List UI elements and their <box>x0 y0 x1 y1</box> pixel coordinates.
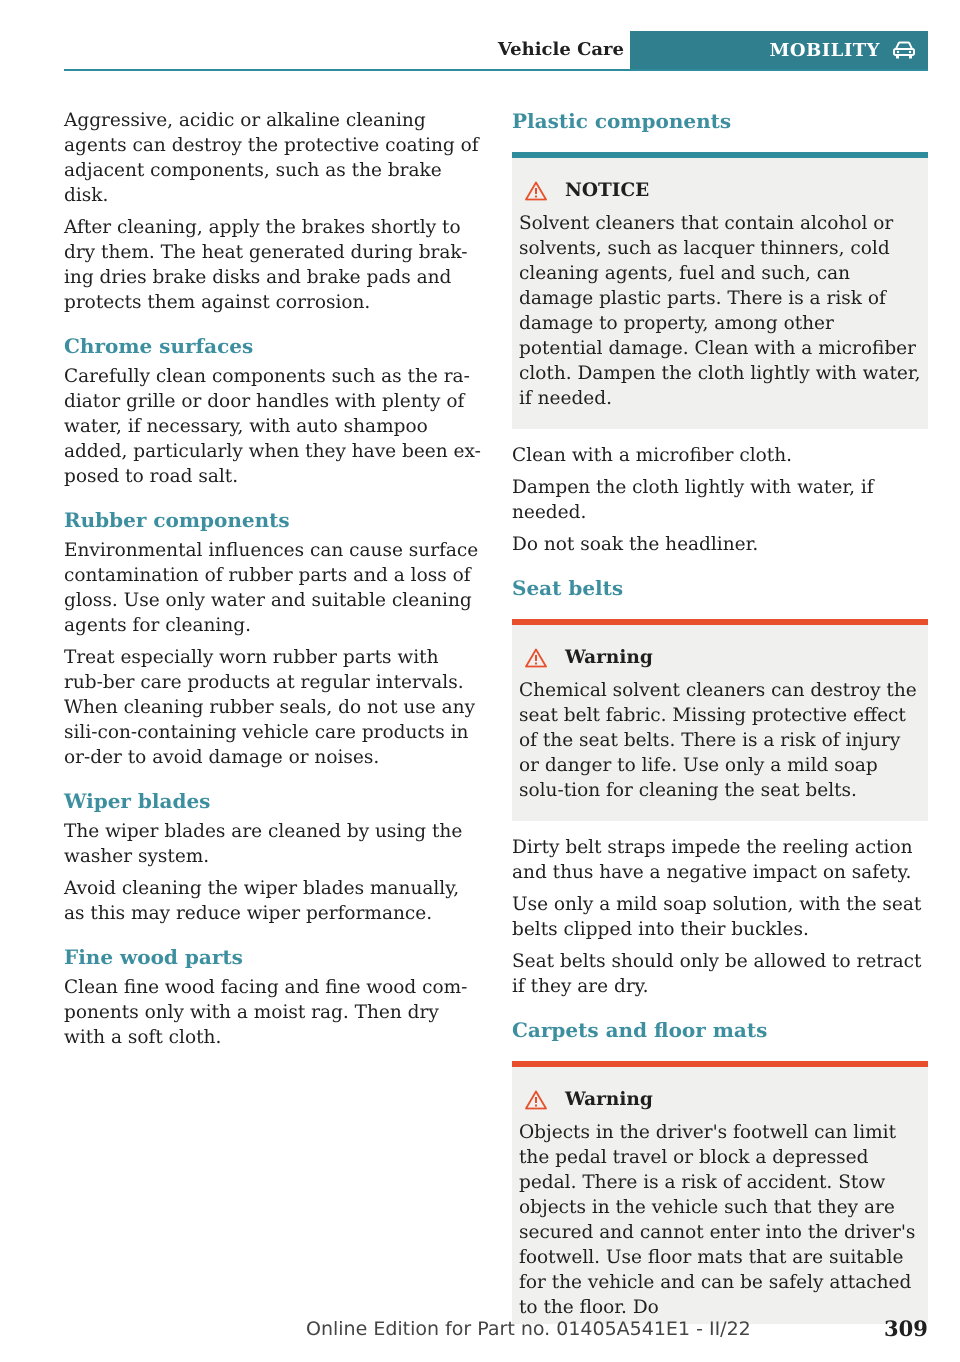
warning-body: Objects in the driver's footwell can limit the pedal travel or block a depressed pedal. There is a risk of accident. Stow objects in the vehicle such that they are secured and cannot enter into the driver's footwell. Use floor mats that are suitable for the vehicle and can be safely attached to the floor. Do <box>519 1122 916 1318</box>
header-rule <box>64 69 928 71</box>
header-chapter-tab <box>630 31 928 69</box>
warning-body: Chemical solvent cleaners can destroy the seat belt fabric. Missing protective effect of the seat belts. There is a risk of injury or danger to life. Use only a mild soap solu-tion for cleaning the seat belts. <box>519 680 917 801</box>
warning-title: Warning <box>565 1089 653 1110</box>
header-chapter-label: MOBILITY <box>769 39 880 61</box>
paragraph: Treat especially worn rubber parts with rub-ber care products at regular intervals. When cleaning rubber seals, do not use any sili-con-containing vehicle care products in or-der to avoid damage or noises. <box>64 647 476 768</box>
warning-box <box>512 625 928 821</box>
paragraph: Use only a mild soap solution, with the seat belts clipped into their buckles. <box>512 894 922 940</box>
page-header <box>64 31 928 71</box>
warning-triangle-icon <box>525 181 547 201</box>
warning-title: Warning <box>565 647 653 668</box>
notice-title: NOTICE <box>565 180 650 201</box>
warning-header <box>519 645 921 670</box>
paragraph: Do not soak the headliner. <box>512 534 759 555</box>
paragraph: Seat belts should only be allowed to retract if they are dry. <box>512 951 922 997</box>
warning-triangle-icon <box>525 648 547 668</box>
paragraph: Clean fine wood facing and fine wood com-ponents only with a moist rag. Then dry with a soft cloth. <box>64 977 468 1048</box>
paragraph: Avoid cleaning the wiper blades manually, as this may reduce wiper performance. <box>64 878 460 924</box>
section-heading-seat-belts: Seat belts <box>512 576 624 600</box>
section-heading-carpets-and-floor-mats: Carpets and floor mats <box>512 1018 768 1042</box>
page-number: 309 <box>884 1316 928 1341</box>
section-heading-plastic-components: Plastic components <box>512 109 732 133</box>
section-heading-chrome-surfaces: Chrome surfaces <box>64 334 254 358</box>
paragraph: Aggressive, acidic or alkaline cleaning agents can destroy the protective coating of adjacent components, such as the brake disk. <box>64 110 479 206</box>
right-column <box>512 108 928 1324</box>
paragraph: Dampen the cloth lightly with water, if needed. <box>512 477 874 523</box>
section-heading-wiper-blades: Wiper blades <box>64 789 211 813</box>
section-heading-fine-wood-parts: Fine wood parts <box>64 945 243 969</box>
paragraph: Dirty belt straps impede the reeling action and thus have a negative impact on safety. <box>512 837 913 883</box>
left-column <box>64 108 482 1057</box>
warning-triangle-icon <box>525 1090 547 1110</box>
notice-body: Solvent cleaners that contain alcohol or solvents, such as lacquer thinners, cold cleaning agents, fuel and such, can damage plastic parts. There is a risk of damage to property, among other potential damage. Clean with a microfiber cloth. Dampen the cloth lightly with water, if needed. <box>519 213 921 409</box>
paragraph: Clean with a microfiber cloth. <box>512 445 793 466</box>
section-heading-rubber-components: Rubber components <box>64 508 290 532</box>
notice-header <box>519 178 921 203</box>
paragraph: Carefully clean components such as the ra-diator grille or door handles with plenty of water, if necessary, with auto shampoo added, particularly when they have been ex-posed to road salt. <box>64 366 481 487</box>
warning-box <box>512 1067 928 1324</box>
paragraph: After cleaning, apply the brakes shortly to dry them. The heat generated during brak-ing dries brake disks and brake pads and protects them against corrosion. <box>64 217 468 313</box>
car-icon <box>892 40 916 60</box>
paragraph: Environmental influences can cause surface contamination of rubber parts and a loss of gloss. Use only water and suitable cleaning agents for cleaning. <box>64 540 479 636</box>
paragraph: The wiper blades are cleaned by using the washer system. <box>64 821 463 867</box>
warning-header <box>519 1087 921 1112</box>
notice-box <box>512 158 928 429</box>
footer-edition: Online Edition for Part no. 01405A541E1 - II/22 <box>306 1318 751 1340</box>
header-section-title: Vehicle Care <box>497 39 624 60</box>
